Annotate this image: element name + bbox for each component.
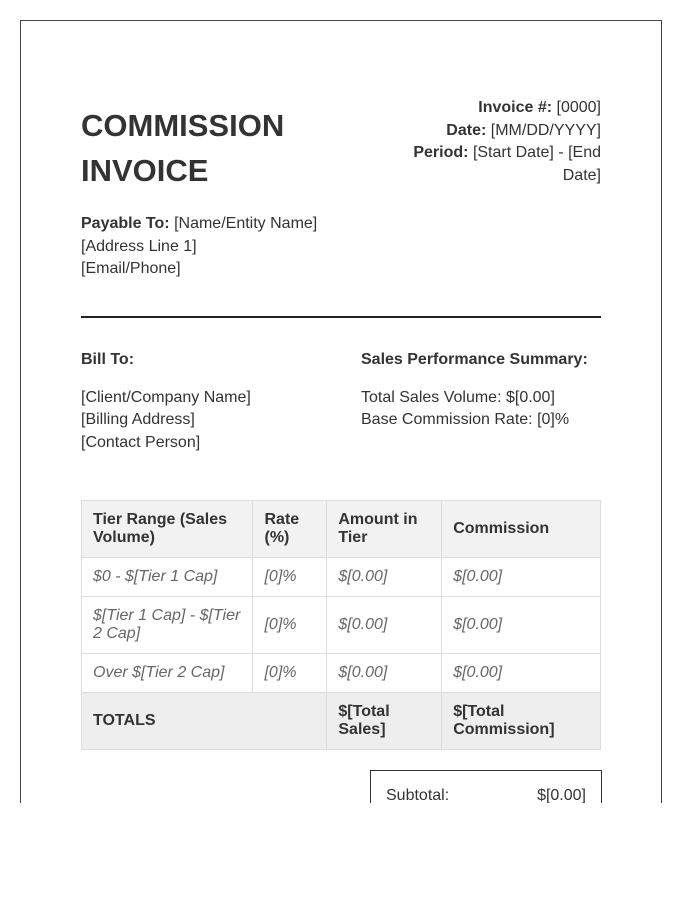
amount-cell: $[0.00]: [327, 558, 442, 597]
header-commission: Commission: [442, 501, 601, 558]
tier-range-cell: Over $[Tier 2 Cap]: [82, 654, 253, 693]
invoice-date-value: [MM/DD/YYYY]: [490, 121, 601, 139]
header-rate: Rate (%): [253, 501, 327, 558]
header-divider: [81, 316, 601, 318]
table-row: [82, 597, 601, 654]
commission-cell: $[0.00]: [442, 654, 601, 693]
totals-sales: $[Total Sales]: [327, 693, 442, 750]
totals-label: TOTALS: [82, 693, 327, 750]
rate-cell: [0]%: [253, 597, 327, 654]
subtotal-label: Subtotal:: [386, 787, 450, 803]
bill-to-section: [81, 349, 341, 454]
subtotal-value: $[0.00]: [537, 787, 586, 803]
amount-cell: $[0.00]: [327, 597, 442, 654]
invoice-number: [371, 97, 601, 120]
summary-heading: Sales Performance Summary:: [361, 351, 588, 368]
header-amount: Amount in Tier: [327, 501, 442, 558]
bill-to-person: [Contact Person]: [81, 433, 201, 451]
title-line-1: COMMISSION: [81, 108, 285, 143]
subtotal-row: [371, 771, 601, 803]
payable-label: Payable To:: [81, 215, 170, 232]
rate-cell: [0]%: [253, 654, 327, 693]
commission-cell: $[0.00]: [442, 558, 601, 597]
commission-tier-table: [81, 500, 601, 750]
table-totals-row: [82, 693, 601, 750]
payable-name: [Name/Entity Name]: [174, 215, 318, 232]
invoice-page: [20, 20, 662, 803]
tier-range-cell: $[Tier 1 Cap] - $[Tier 2 Cap]: [82, 597, 253, 654]
totals-commission: $[Total Commission]: [442, 693, 601, 750]
totals-box: [370, 770, 602, 803]
summary-total-sales: Total Sales Volume: $[0.00]: [361, 388, 555, 406]
bill-to-company: [Client/Company Name]: [81, 388, 251, 406]
invoice-number-label: Invoice #:: [478, 99, 553, 116]
title-line-2: INVOICE: [81, 153, 209, 188]
table-row: [82, 654, 601, 693]
payable-to: [81, 213, 317, 281]
invoice-meta: [371, 97, 601, 187]
invoice-number-value: [0000]: [556, 99, 601, 116]
amount-cell: $[0.00]: [327, 654, 442, 693]
table-header-row: [82, 501, 601, 558]
payable-address: [Address Line 1]: [81, 237, 197, 255]
invoice-period-label: Period:: [413, 144, 469, 161]
invoice-period-value: [Start Date] - [End Date]: [472, 144, 601, 184]
invoice-date: [371, 120, 601, 143]
table-row: [82, 558, 601, 597]
invoice-period: [371, 142, 601, 187]
sales-summary-section: [361, 349, 601, 432]
bill-to-address: [Billing Address]: [81, 411, 195, 428]
invoice-date-label: Date:: [446, 121, 487, 139]
commission-cell: $[0.00]: [442, 597, 601, 654]
rate-cell: [0]%: [253, 558, 327, 597]
invoice-title: [81, 103, 341, 193]
summary-base-rate: Base Commission Rate: [0]%: [361, 411, 570, 428]
header-tier-range: Tier Range (Sales Volume): [82, 501, 253, 558]
tier-range-cell: $0 - $[Tier 1 Cap]: [82, 558, 253, 597]
bill-to-heading: Bill To:: [81, 351, 135, 368]
payable-contact: [Email/Phone]: [81, 260, 181, 277]
